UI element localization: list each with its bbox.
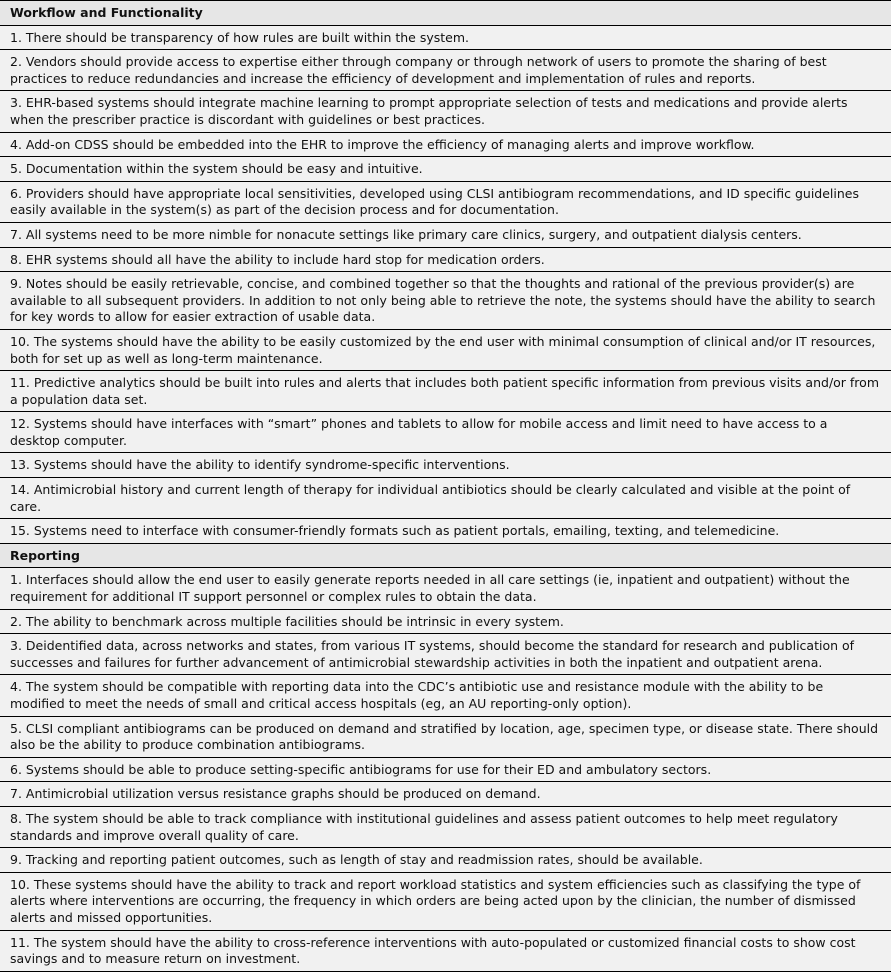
section-header-reporting: Reporting [0,544,891,569]
table-row: 11. The system should have the ability to cross-reference interventions with auto-populated or customized financial costs to show cost savings and to measure return on investment. [0,931,891,971]
table-row: 9. Tracking and reporting patient outcomes, such as length of stay and readmission rates, should be available. [0,848,891,873]
table-row: 7. All systems need to be more nimble for nonacute settings like primary care clinics, surgery, and outpatient dialysis centers. [0,223,891,248]
table-row: 2. The ability to benchmark across multiple facilities should be intrinsic in every system. [0,610,891,635]
table-row: 4. Add-on CDSS should be embedded into the EHR to improve the efficiency of managing alerts and improve workflow. [0,133,891,158]
table-row: 7. Antimicrobial utilization versus resistance graphs should be produced on demand. [0,782,891,807]
table-row: 11. Predictive analytics should be built into rules and alerts that includes both patient specific information from previous visits and/or from a population data set. [0,371,891,412]
table-row: 8. The system should be able to track compliance with institutional guidelines and assess patient outcomes to help meet regulatory standards and improve overall quality of care. [0,807,891,848]
table-row: 10. The systems should have the ability to be easily customized by the end user with minimal consumption of clinical and/or IT resources, both for set up as well as long-term maintenance. [0,330,891,371]
table-row: 4. The system should be compatible with reporting data into the CDC’s antibiotic use and resistance module with the ability to be modified to meet the needs of small and critical access hospitals (eg, an AU reporting-only option). [0,675,891,716]
table-row: 10. These systems should have the ability to track and report workload statistics and system efficiencies such as classifying the type of alerts where interventions are occurring, the frequency in which orders are being acted upon by the clinician, the number of dismissed alerts and missed opportunities. [0,873,891,931]
table-row: 6. Systems should be able to produce setting-specific antibiograms for use for their ED and ambulatory sectors. [0,758,891,783]
table-row: 14. Antimicrobial history and current length of therapy for individual antibiotics should be clearly calculated and visible at the point of care. [0,478,891,519]
section-header-workflow: Workflow and Functionality [0,1,891,26]
table-row: 5. CLSI compliant antibiograms can be produced on demand and stratified by location, age, specimen type, or disease state. There should also be the ability to produce combination antibiograms. [0,717,891,758]
table-row: 3. EHR-based systems should integrate machine learning to prompt appropriate selection of tests and medications and provide alerts when the prescriber practice is discordant with guidelines or best practices. [0,91,891,132]
table-row: 12. Systems should have interfaces with “smart” phones and tablets to allow for mobile access and limit need to have access to a desktop computer. [0,412,891,453]
table-row: 1. Interfaces should allow the end user to easily generate reports needed in all care settings (ie, inpatient and outpatient) without the requirement for additional IT support personnel or complex rules to obtain the data. [0,568,891,609]
table-row: 5. Documentation within the system should be easy and intuitive. [0,157,891,182]
table-row: 3. Deidentified data, across networks and states, from various IT systems, should become the standard for research and publication of successes and failures for further advancement of antimicrobial stewardship activities in both the inpatient and outpatient arena. [0,634,891,675]
table-row: 2. Vendors should provide access to expertise either through company or through network of users to promote the sharing of best practices to reduce redundancies and increase the efficiency of development and implementation of rules and reports. [0,50,891,91]
table-row: 9. Notes should be easily retrievable, concise, and combined together so that the thoughts and rational of the previous provider(s) are available to all subsequent providers. In addition to not only being able to retrieve the note, the systems should have the ability to search for key words to allow for easier extraction of usable data. [0,272,891,330]
table-row: 13. Systems should have the ability to identify syndrome-specific interventions. [0,453,891,478]
table-row: 15. Systems need to interface with consumer-friendly formats such as patient portals, emailing, texting, and telemedicine. [0,519,891,544]
table-row: 1. There should be transparency of how rules are built within the system. [0,26,891,51]
table-row: 6. Providers should have appropriate local sensitivities, developed using CLSI antibiogram recommendations, and ID specific guidelines easily available in the system(s) as part of the decision process and for documentation. [0,182,891,223]
table-row: 8. EHR systems should all have the ability to include hard stop for medication orders. [0,248,891,273]
